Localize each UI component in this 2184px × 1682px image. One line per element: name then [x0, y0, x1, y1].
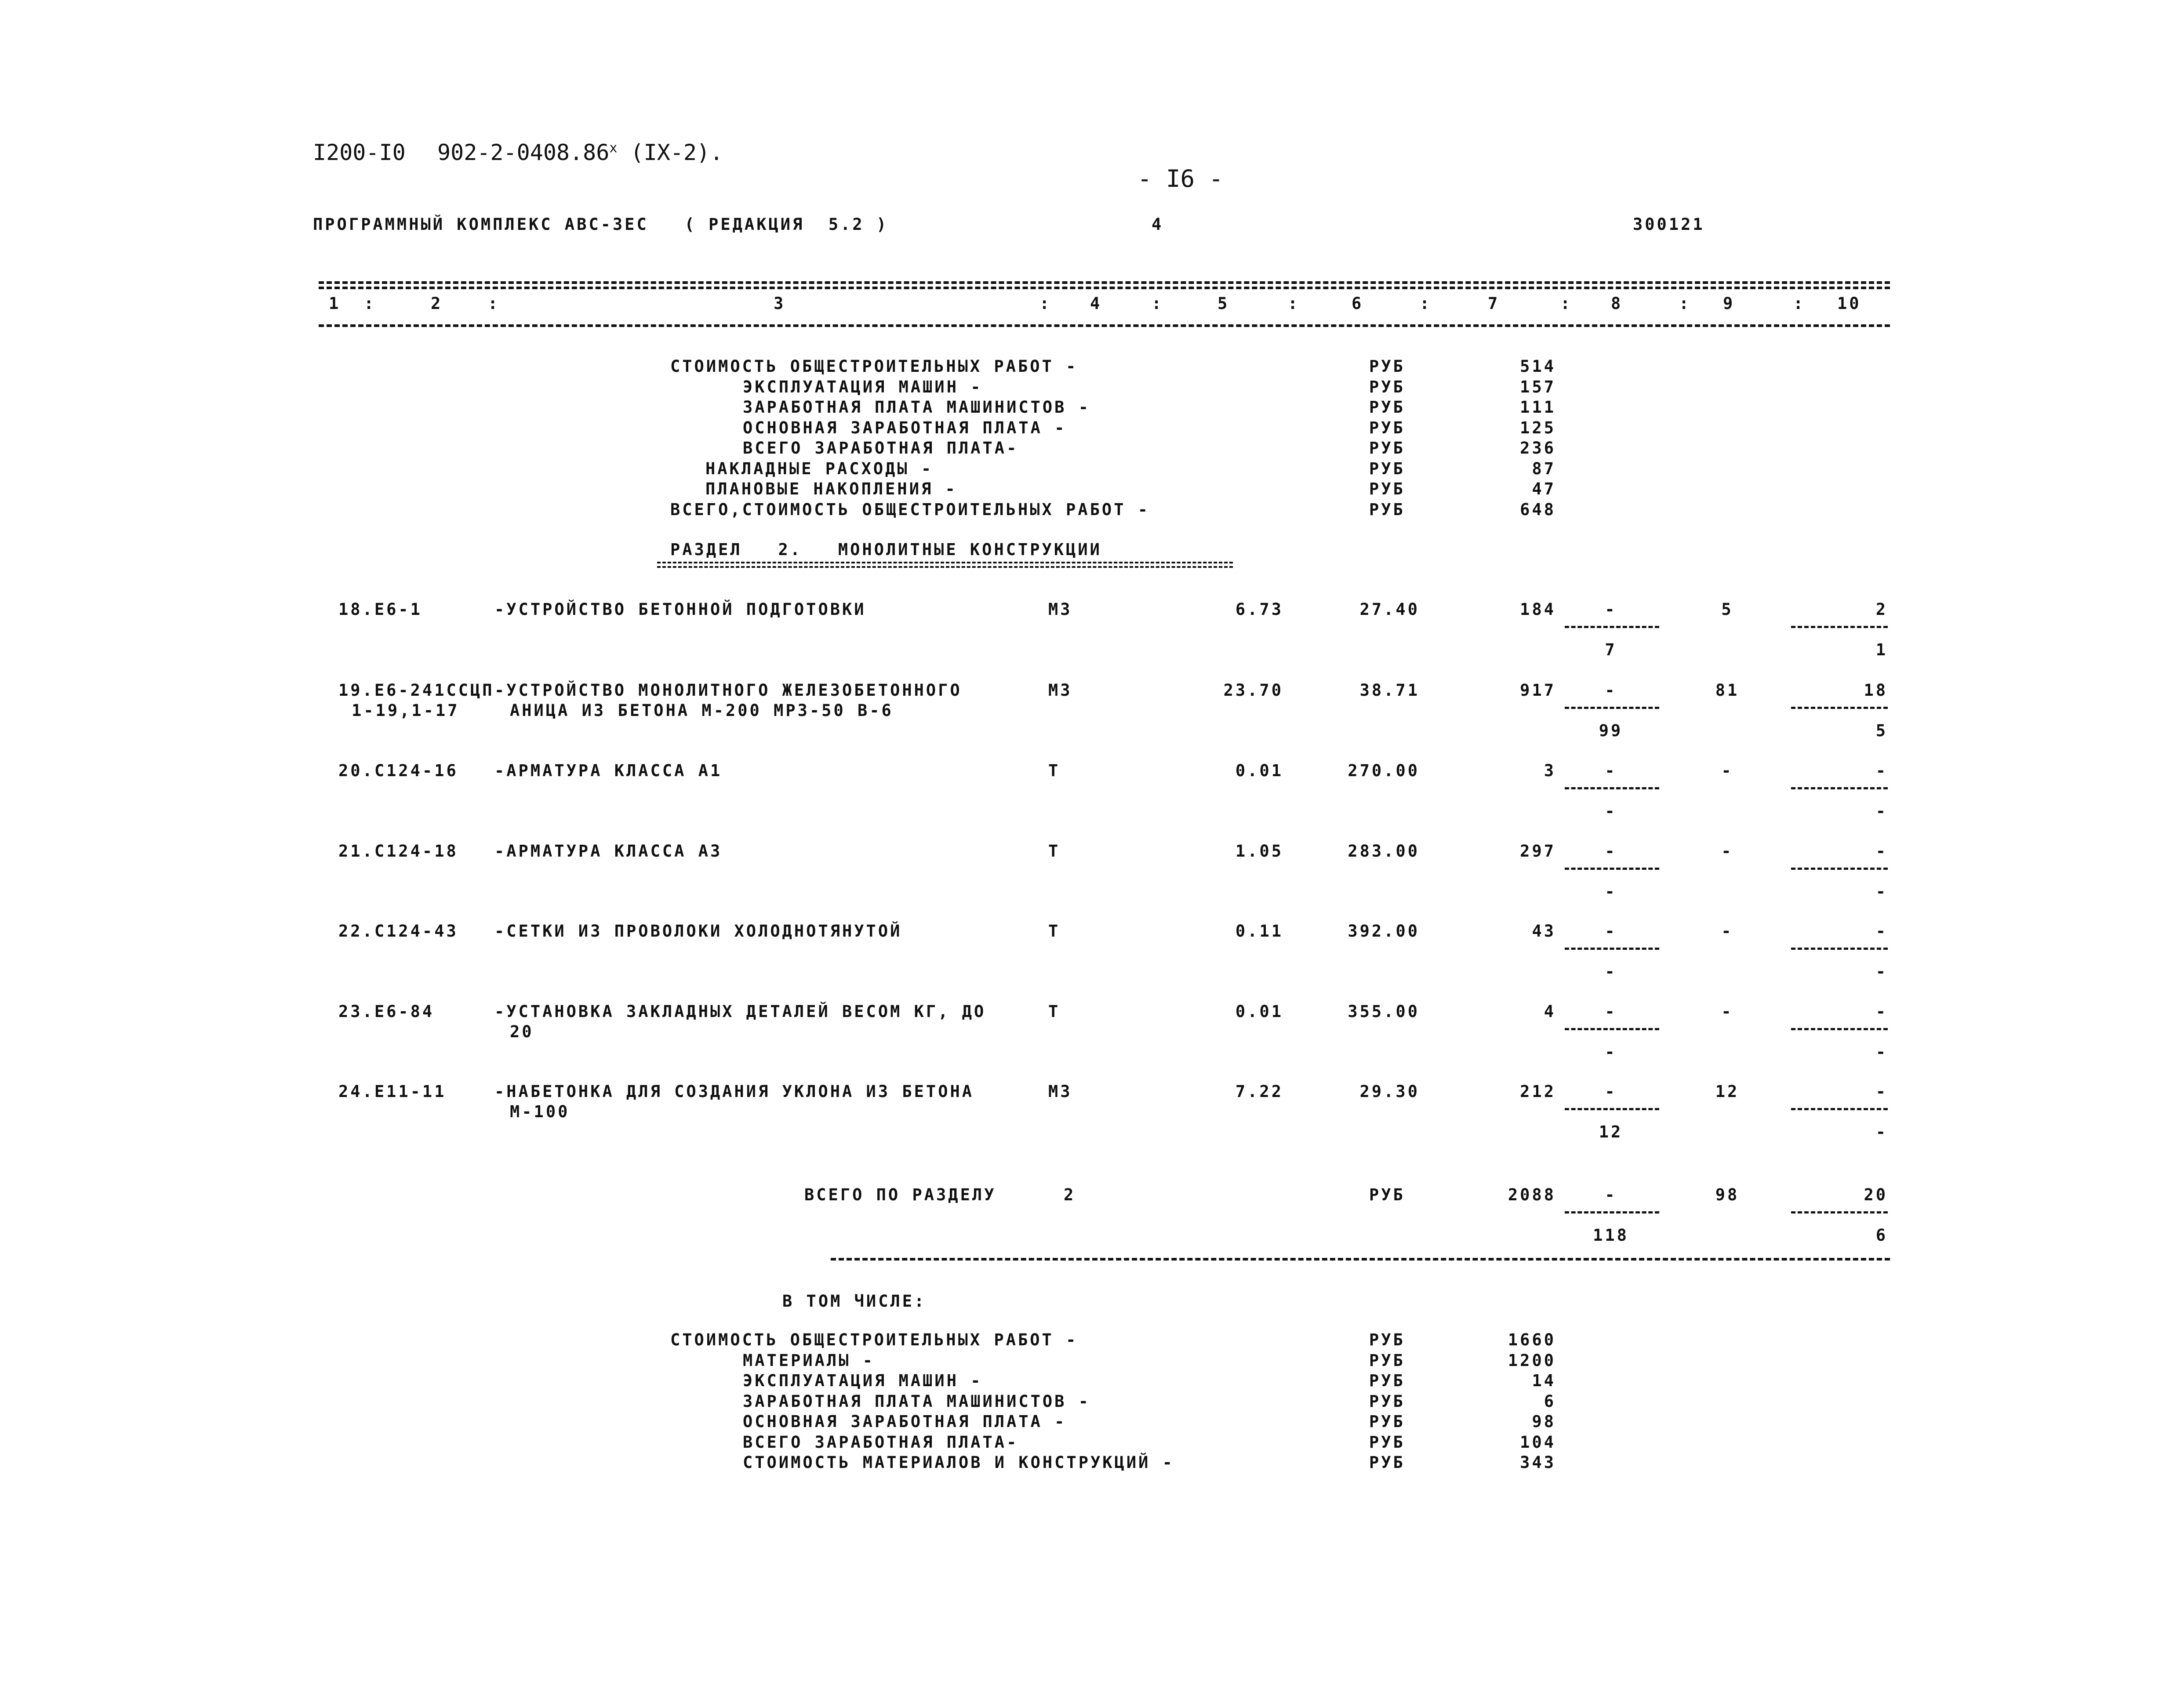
item-qty: 23.70 — [1223, 681, 1283, 700]
item-price: 355.00 — [1348, 1002, 1420, 1021]
column-number: 5 — [1217, 294, 1230, 313]
summary-value: 111 — [1520, 398, 1556, 417]
item-col10-top: - — [1875, 1082, 1888, 1101]
summary-value: 125 — [1520, 418, 1556, 437]
column-number: 6 — [1352, 294, 1364, 313]
item-col8-top: - — [1605, 600, 1617, 619]
summary-label: НАКЛАДНЫЕ РАСХОДЫ - — [705, 459, 934, 478]
column-number: 1 — [329, 294, 341, 313]
item-total: 917 — [1520, 681, 1556, 700]
document-code: 300121 — [1633, 215, 1705, 234]
item-name-continuation: М-100 — [510, 1102, 570, 1121]
item-col8-bottom: 12 — [1599, 1123, 1623, 1141]
summary-label: ЗАРАБОТНАЯ ПЛАТА МАШИНИСТОВ - — [743, 398, 1091, 417]
column-number: 9 — [1723, 294, 1735, 313]
item-code-continuation: 1-19,1-17 — [352, 701, 460, 720]
item-name: -УСТРОЙСТВО БЕТОННОЙ ПОДГОТОВКИ — [494, 600, 866, 619]
item-col9: - — [1721, 1002, 1733, 1021]
item-qty: 1.05 — [1235, 842, 1283, 861]
item-unit: М3 — [1048, 681, 1072, 700]
column-number: 3 — [774, 294, 786, 313]
summary-value: 1200 — [1508, 1351, 1556, 1370]
item-col8-top: - — [1605, 842, 1617, 861]
column-separator: : — [1420, 294, 1432, 313]
item-col8-bottom: - — [1605, 962, 1617, 981]
summary-unit: РУБ — [1369, 1432, 1405, 1452]
item-price: 29.30 — [1359, 1082, 1420, 1101]
summary-value: 514 — [1520, 357, 1556, 376]
item-total: 212 — [1520, 1082, 1556, 1101]
item-qty: 0.01 — [1235, 761, 1283, 780]
item-code: 21.С124-18 — [338, 842, 458, 861]
item-col8-top: - — [1605, 1002, 1617, 1021]
item-name: -НАБЕТОНКА ДЛЯ СОЗДАНИЯ УКЛОНА ИЗ БЕТОНА — [494, 1082, 974, 1101]
item-col8-top: - — [1605, 1082, 1617, 1101]
summary-unit: РУБ — [1369, 377, 1405, 396]
section-total-col9: 98 — [1715, 1185, 1740, 1204]
item-col9: 12 — [1715, 1082, 1740, 1101]
column-separator: : — [1288, 294, 1300, 313]
summary-unit: РУБ — [1369, 418, 1405, 437]
column-number: 2 — [431, 294, 443, 313]
item-col8-rule — [1565, 707, 1659, 709]
item-col8-bottom: - — [1605, 1043, 1617, 1061]
item-price: 38.71 — [1359, 681, 1420, 700]
item-col8-top: - — [1605, 681, 1617, 700]
summary-label: МАТЕРИАЛЫ - — [743, 1351, 875, 1370]
summary-label: СТОИМОСТЬ ОБЩЕСТРОИТЕЛЬНЫХ РАБОТ - — [670, 357, 1078, 376]
summary-unit: РУБ — [1369, 1391, 1405, 1411]
summary-unit: РУБ — [1369, 1371, 1405, 1390]
summary-value: 98 — [1532, 1412, 1556, 1431]
section-total-number: 2 — [1064, 1185, 1076, 1204]
item-total: 43 — [1532, 922, 1556, 941]
item-col8-bottom: 7 — [1605, 640, 1617, 659]
item-name: -АРМАТУРА КЛАССА А1 — [494, 761, 723, 780]
item-code: 22.С124-43 — [338, 922, 458, 941]
section-total-unit: РУБ — [1369, 1185, 1405, 1204]
including-label: В ТОМ ЧИСЛЕ: — [782, 1292, 927, 1311]
section-total-col10-bottom: 6 — [1875, 1226, 1888, 1245]
item-col10-rule — [1791, 787, 1888, 789]
summary-value: 104 — [1520, 1432, 1556, 1452]
item-total: 4 — [1544, 1002, 1556, 1021]
summary-label: СТОИМОСТЬ ОБЩЕСТРОИТЕЛЬНЫХ РАБОТ - — [670, 1330, 1078, 1349]
item-col10-top: 18 — [1864, 681, 1888, 700]
item-unit: Т — [1048, 842, 1061, 861]
item-total: 297 — [1520, 842, 1556, 861]
item-code: 18.Е6-1 — [338, 600, 422, 619]
summary-label: ВСЕГО ЗАРАБОТНАЯ ПЛАТА- — [743, 439, 1019, 458]
item-col10-bottom: 1 — [1875, 640, 1888, 659]
item-col8-bottom: - — [1605, 802, 1617, 821]
item-code: 20.С124-16 — [338, 761, 458, 780]
column-number: 7 — [1488, 294, 1500, 313]
item-col10-bottom: - — [1875, 802, 1888, 821]
item-code: 23.Е6-84 — [338, 1002, 435, 1021]
item-name: -СЕТКИ ИЗ ПРОВОЛОКИ ХОЛОДНОТЯНУТОЙ — [494, 922, 902, 941]
summary-value: 6 — [1544, 1391, 1556, 1411]
item-col9: 81 — [1715, 681, 1740, 700]
column-number: 4 — [1090, 294, 1102, 313]
summary-unit: РУБ — [1369, 1412, 1405, 1431]
item-total: 184 — [1520, 600, 1556, 619]
summary-label: ЗАРАБОТНАЯ ПЛАТА МАШИНИСТОВ - — [743, 1391, 1091, 1411]
summary-value: 343 — [1520, 1453, 1556, 1472]
doc-code: I200-I0 — [313, 140, 406, 165]
item-col8-rule — [1565, 948, 1659, 950]
summary-unit: РУБ — [1369, 480, 1405, 498]
summary-label: ВСЕГО,СТОИМОСТЬ ОБЩЕСТРОИТЕЛЬНЫХ РАБОТ - — [670, 500, 1150, 519]
item-col8-top: - — [1605, 761, 1617, 780]
section-total-col8-rule — [1565, 1211, 1659, 1213]
summary-unit: РУБ — [1369, 459, 1405, 478]
summary-label: ОСНОВНАЯ ЗАРАБОТНАЯ ПЛАТА - — [743, 1412, 1067, 1431]
summary-unit: РУБ — [1369, 439, 1405, 458]
item-price: 270.00 — [1348, 761, 1420, 780]
column-separator: : — [1793, 294, 1806, 313]
total-bottom-rule — [831, 1258, 1890, 1261]
summary-value: 87 — [1532, 459, 1556, 478]
item-col10-top: - — [1875, 761, 1888, 780]
item-total: 3 — [1544, 761, 1556, 780]
item-col10-bottom: - — [1875, 1043, 1888, 1061]
item-col8-bottom: 99 — [1599, 721, 1623, 740]
summary-unit: РУБ — [1369, 398, 1405, 417]
summary-unit: РУБ — [1369, 500, 1405, 519]
item-col10-top: - — [1875, 842, 1888, 861]
item-col10-rule — [1791, 1108, 1888, 1110]
item-price: 283.00 — [1348, 842, 1420, 861]
summary-value: 157 — [1520, 377, 1556, 396]
item-col10-bottom: - — [1875, 882, 1888, 901]
summary-unit: РУБ — [1369, 1330, 1405, 1349]
item-name-continuation: АНИЦА ИЗ БЕТОНА М-200 МРЗ-50 В-6 — [510, 701, 894, 720]
item-col8-rule — [1565, 1028, 1659, 1030]
summary-label: СТОИМОСТЬ МАТЕРИАЛОВ И КОНСТРУКЦИЙ - — [743, 1453, 1174, 1472]
item-col10-rule — [1791, 707, 1888, 709]
item-col8-bottom: - — [1605, 882, 1617, 901]
item-col8-rule — [1565, 787, 1659, 789]
item-name: -УСТАНОВКА ЗАКЛАДНЫХ ДЕТАЛЕЙ ВЕСОМ КГ, ДО — [494, 1002, 986, 1021]
item-qty: 7.22 — [1235, 1082, 1283, 1101]
item-col10-top: - — [1875, 922, 1888, 941]
page-number: - I6 - — [1137, 165, 1224, 193]
item-name: -АРМАТУРА КЛАССА А3 — [494, 842, 723, 861]
header-top-rule-2 — [319, 287, 1890, 289]
item-col10-rule — [1791, 868, 1888, 870]
section-total-col8-top: - — [1605, 1185, 1617, 1204]
item-col10-rule — [1791, 1028, 1888, 1030]
item-code: 24.Е11-11 — [338, 1082, 447, 1101]
item-unit: Т — [1048, 922, 1061, 941]
section-total-label: ВСЕГО ПО РАЗДЕЛУ — [804, 1185, 996, 1204]
item-col9: - — [1721, 842, 1733, 861]
doc-variant: (IX-2). — [630, 140, 723, 165]
item-col9: 5 — [1721, 600, 1733, 619]
section-title-underline — [657, 562, 1233, 568]
program-title: ПРОГРАММНЫЙ КОМПЛЕКС АВС-ЗЕС ( РЕДАКЦИЯ 5.2 ) — [313, 215, 889, 234]
item-col9: - — [1721, 922, 1733, 941]
summary-value: 236 — [1520, 439, 1556, 458]
item-code: 19.Е6-241ССЦП — [338, 681, 494, 700]
doc-number-main: 902-2-0408.86 — [437, 140, 610, 165]
item-unit: Т — [1048, 1002, 1061, 1021]
item-col8-rule — [1565, 626, 1659, 628]
column-separator: : — [1039, 294, 1052, 313]
section-total-col8-bottom: 118 — [1593, 1226, 1629, 1245]
doc-number — [437, 142, 723, 163]
header-bottom-rule — [319, 324, 1890, 327]
item-col10-rule — [1791, 948, 1888, 950]
item-col10-bottom: 5 — [1875, 721, 1888, 740]
column-number: 8 — [1611, 294, 1623, 313]
item-qty: 0.11 — [1235, 922, 1283, 941]
column-separator: : — [1152, 294, 1164, 313]
column-number: 10 — [1837, 294, 1861, 313]
doc-number-sup: x — [609, 140, 618, 156]
item-col8-rule — [1565, 868, 1659, 870]
item-col10-top: 2 — [1875, 600, 1888, 619]
item-unit: М3 — [1048, 1082, 1072, 1101]
item-col9: - — [1721, 761, 1733, 780]
summary-unit: РУБ — [1369, 357, 1405, 376]
item-col10-bottom: - — [1875, 1123, 1888, 1141]
summary-unit: РУБ — [1369, 1453, 1405, 1472]
summary-value: 14 — [1532, 1371, 1556, 1390]
section-title: РАЗДЕЛ 2. МОНОЛИТНЫЕ КОНСТРУКЦИИ — [670, 540, 1102, 559]
item-col8-rule — [1565, 1108, 1659, 1110]
item-col10-rule — [1791, 626, 1888, 628]
column-separator: : — [1560, 294, 1573, 313]
column-separator: : — [364, 294, 376, 313]
summary-label: ЭКСПЛУАТАЦИЯ МАШИН - — [743, 377, 983, 396]
item-qty: 0.01 — [1235, 1002, 1283, 1021]
summary-label: ВСЕГО ЗАРАБОТНАЯ ПЛАТА- — [743, 1432, 1019, 1452]
item-qty: 6.73 — [1235, 600, 1283, 619]
item-col8-top: - — [1605, 922, 1617, 941]
item-name: -УСТРОЙСТВО МОНОЛИТНОГО ЖЕЛЕЗОБЕТОННОГО — [494, 681, 962, 700]
summary-label: ПЛАНОВЫЕ НАКОПЛЕНИЯ - — [705, 480, 957, 498]
item-unit: М3 — [1048, 600, 1072, 619]
summary-label: ЭКСПЛУАТАЦИЯ МАШИН - — [743, 1371, 983, 1390]
item-col10-bottom: - — [1875, 962, 1888, 981]
summary-label: ОСНОВНАЯ ЗАРАБОТНАЯ ПЛАТА - — [743, 418, 1067, 437]
item-price: 27.40 — [1359, 600, 1420, 619]
column-separator: : — [488, 294, 500, 313]
summary-value: 47 — [1532, 480, 1556, 498]
summary-value: 1660 — [1508, 1330, 1556, 1349]
item-unit: Т — [1048, 761, 1061, 780]
item-col10-top: - — [1875, 1002, 1888, 1021]
column-separator: : — [1679, 294, 1691, 313]
item-name-continuation: 20 — [510, 1022, 534, 1041]
sheet-number: 4 — [1152, 215, 1164, 234]
section-total-col10-top: 20 — [1864, 1185, 1888, 1204]
header-top-rule — [319, 281, 1890, 284]
summary-unit: РУБ — [1369, 1351, 1405, 1370]
section-total-col10-rule — [1791, 1211, 1888, 1213]
section-total-value: 2088 — [1508, 1185, 1556, 1204]
item-price: 392.00 — [1348, 922, 1420, 941]
summary-value: 648 — [1520, 500, 1556, 519]
